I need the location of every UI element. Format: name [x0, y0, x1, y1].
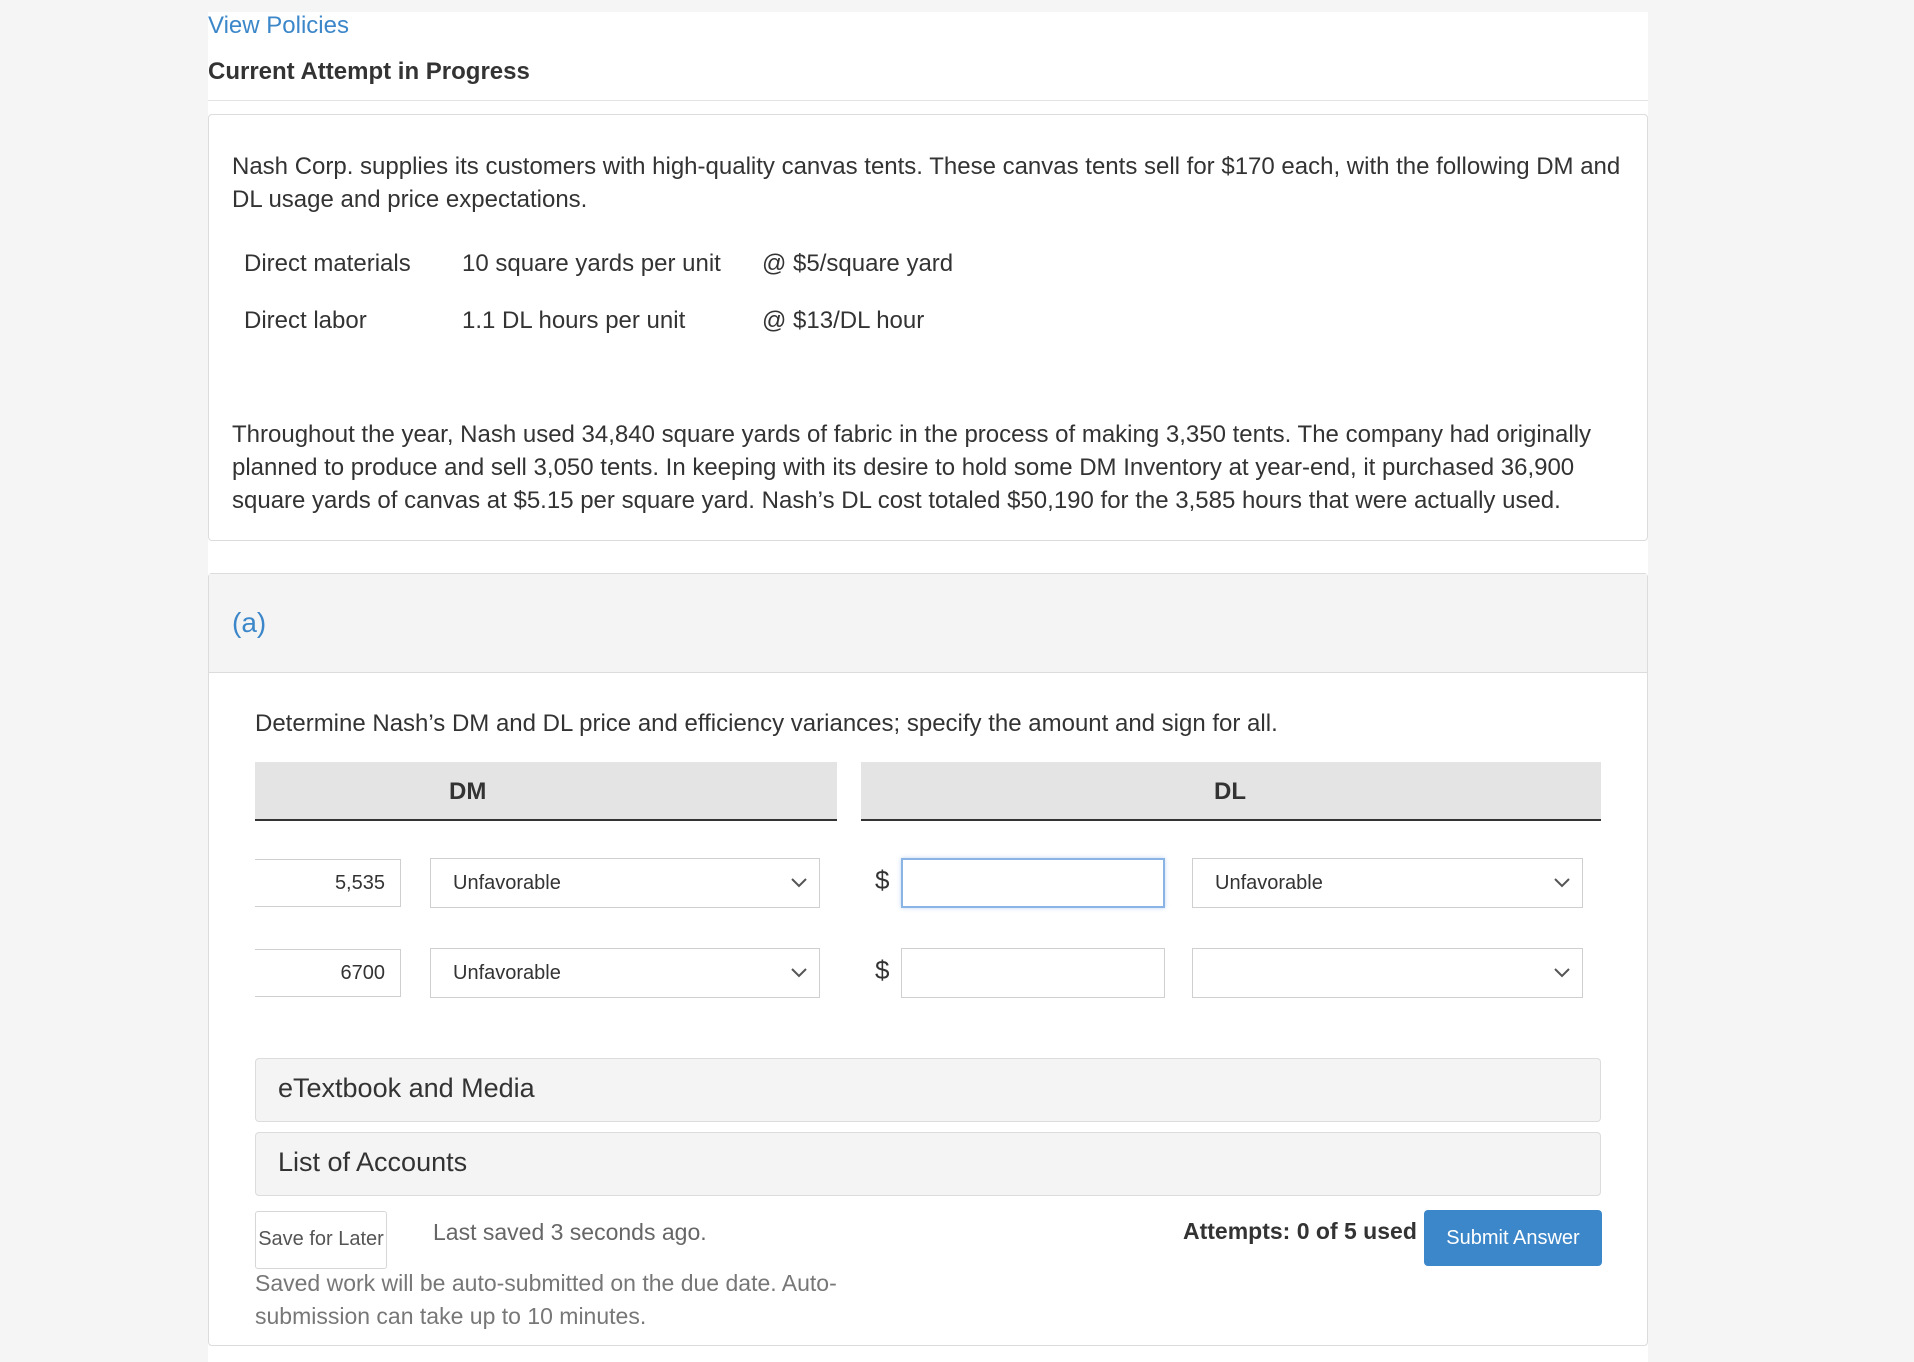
currency-symbol: $	[875, 865, 890, 895]
part-label: (a)	[232, 607, 267, 638]
dl-header-label: DL	[1214, 778, 1246, 805]
chevron-down-icon	[789, 873, 809, 893]
auto-submit-note: Saved work will be auto-submitted on the due date. Auto-submission can take up to 10 minutes.	[255, 1270, 837, 1329]
view-policies-link[interactable]: View Policies	[208, 12, 349, 39]
last-saved-status: Last saved 3 seconds ago.	[433, 1219, 707, 1245]
dl-column-header	[861, 762, 1601, 821]
save-for-later-button[interactable]: Save for Later	[255, 1211, 387, 1269]
dl-sign-value: Unfavorable	[1215, 872, 1323, 894]
part-a-panel	[208, 573, 1648, 1346]
chevron-down-icon	[789, 963, 809, 983]
dm-amount-input[interactable]: 5,535	[255, 859, 401, 907]
dl-amount-input[interactable]	[901, 858, 1165, 908]
attempt-status-title: Current Attempt in Progress	[208, 58, 530, 85]
dm-sign-select[interactable]	[430, 948, 820, 998]
dm-header-label: DM	[449, 778, 487, 805]
chevron-down-icon	[1552, 873, 1572, 893]
submit-answer-button[interactable]: Submit Answer	[1424, 1210, 1602, 1266]
chevron-down-icon	[1552, 963, 1572, 983]
problem-intro: Nash Corp. supplies its customers with high-quality canvas tents. These canvas tents sell for $170 each, with the following DM and DL usage and price expectations.	[232, 153, 1621, 213]
attempts-counter: Attempts: 0 of 5 used	[1183, 1218, 1417, 1244]
part-question: Determine Nash’s DM and DL price and efficiency variances; specify the amount and sign for all.	[255, 710, 1278, 737]
divider	[208, 100, 1648, 101]
dm-sign-value: Unfavorable	[453, 962, 561, 984]
etextbook-label: eTextbook and Media	[278, 1073, 535, 1103]
problem-statement	[208, 114, 1648, 541]
dm-column-header	[255, 762, 837, 821]
etextbook-accordion[interactable]	[255, 1058, 1601, 1122]
expectation-usage: 10 square yards per unit	[462, 250, 721, 277]
dl-sign-select[interactable]	[1192, 858, 1583, 908]
expectation-item: Direct labor	[244, 307, 367, 334]
expectation-price: @ $5/square yard	[762, 250, 954, 277]
dm-amount-input[interactable]: 6700	[255, 949, 401, 997]
dm-sign-select[interactable]	[430, 858, 820, 908]
list-of-accounts-accordion[interactable]	[255, 1132, 1601, 1196]
expectation-usage: 1.1 DL hours per unit	[462, 307, 686, 334]
dl-sign-select[interactable]	[1192, 948, 1583, 998]
currency-symbol: $	[875, 955, 890, 985]
dm-sign-value: Unfavorable	[453, 872, 561, 894]
accounts-label: List of Accounts	[278, 1147, 468, 1177]
problem-body: Throughout the year, Nash used 34,840 square yards of fabric in the process of making 3,350 tents. The company had originally planned to produce and sell 3,050 tents. In keeping with its desire to hold some DM Inventory at year-end, it purchased 36,900 square yards of canvas at $5.15 per square yard. Nash’s DL cost totaled $50,190 for the 3,585 hours that were actually used.	[232, 421, 1592, 514]
expectation-item: Direct materials	[244, 250, 411, 277]
dl-amount-input[interactable]	[901, 948, 1165, 998]
part-header	[209, 574, 1647, 673]
question-page	[208, 12, 1648, 1362]
expectation-price: @ $13/DL hour	[762, 307, 925, 334]
